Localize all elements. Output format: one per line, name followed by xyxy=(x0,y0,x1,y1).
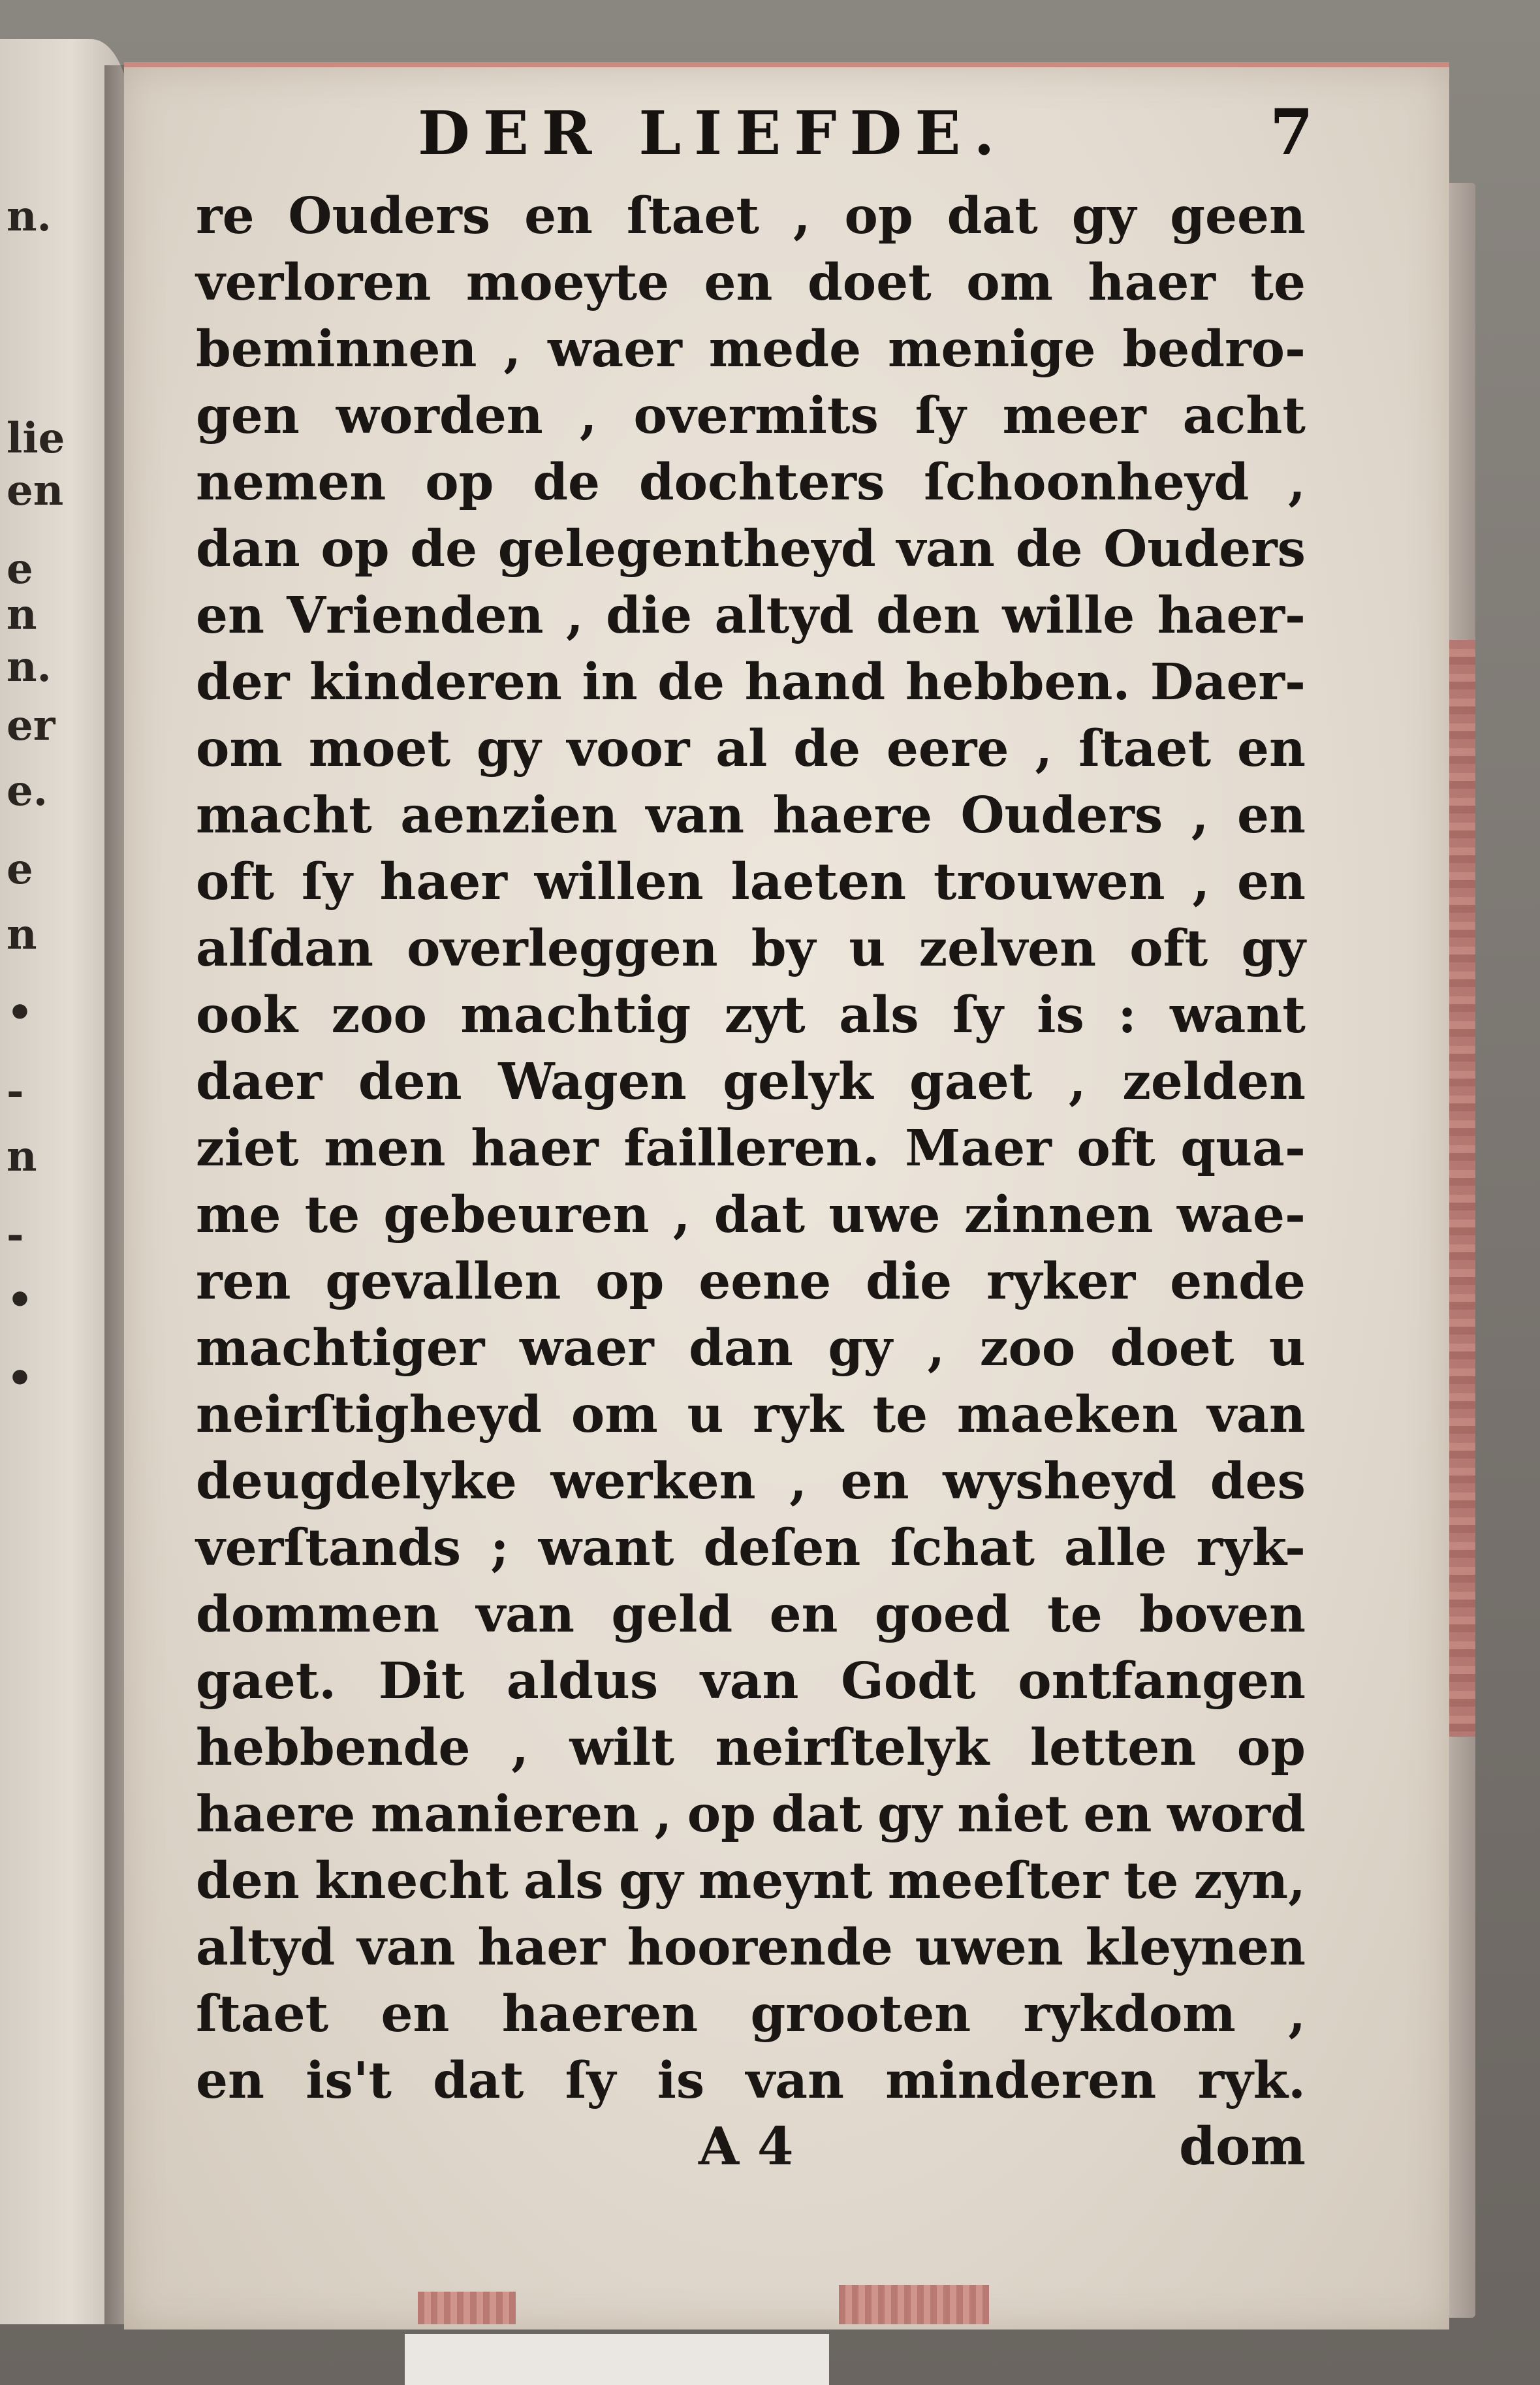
text-line: der kinderen in de hand hebben. Daer- xyxy=(196,653,1306,712)
text-line: ook zoo machtig zyt als ſy is : want xyxy=(196,986,1306,1045)
text-line: haere manieren , op dat gy niet en word xyxy=(196,1785,1306,1844)
red-edge-bottom-right xyxy=(839,2285,989,2324)
page-footer xyxy=(196,2115,1306,2187)
text-line: ren gevallen op eene die ryker ende xyxy=(196,1252,1306,1311)
text-line: beminnen , waer mede menige bedro- xyxy=(196,320,1306,379)
text-line: gaet. Dit aldus van Godt ontfangen xyxy=(196,1652,1306,1711)
text-line: oft ſy haer willen laeten trouwen , en xyxy=(196,853,1306,911)
text-line: macht aenzien van haere Ouders , en xyxy=(196,786,1306,845)
text-line: gen worden , overmits ſy meer acht xyxy=(196,387,1306,445)
text-line: hebbende , wilt neirſtelyk letten op xyxy=(196,1718,1306,1777)
left-page-fragment: en xyxy=(7,466,64,515)
text-line: verloren moeyte en doet om haer te xyxy=(196,253,1306,312)
left-page-fragment: lie xyxy=(7,414,65,463)
signature-mark: A 4 xyxy=(699,2115,794,2177)
text-line: en is't dat ſy is van minderen ryk. xyxy=(196,2051,1306,2110)
left-page-fragment: er xyxy=(7,701,55,750)
text-line: altyd van haer hoorende uwen kleynen xyxy=(196,1918,1306,1977)
page-number: 7 xyxy=(1270,95,1313,169)
left-page-fragment: e xyxy=(7,545,33,593)
text-line: en Vrienden , die altyd den wille haer- xyxy=(196,586,1306,645)
left-page-fragment: n. xyxy=(7,192,52,241)
left-page-fragment: e xyxy=(7,845,33,894)
body-text xyxy=(196,183,1306,2114)
running-head: DER LIEFDE. xyxy=(418,98,1008,168)
left-page-fragment: e. xyxy=(7,766,48,815)
left-page-fragment: n xyxy=(7,1132,37,1181)
catchword: dom xyxy=(1179,2115,1306,2177)
left-page-fragment: • xyxy=(7,1354,33,1403)
left-page-fragment: - xyxy=(7,1067,24,1116)
text-line: nemen op de dochters ſchoonheyd , xyxy=(196,453,1306,512)
text-line: ziet men haer failleren. Maer oft qua- xyxy=(196,1119,1306,1178)
text-line: machtiger waer dan gy , zoo doet u xyxy=(196,1319,1306,1378)
text-line: dan op de gelegentheyd van de Ouders xyxy=(196,520,1306,578)
text-line: verſtands ; want deſen ſchat alle ryk- xyxy=(196,1519,1306,1577)
text-line: alſdan overleggen by u zelven oft gy xyxy=(196,919,1306,978)
text-line: me te gebeuren , dat uwe zinnen wae- xyxy=(196,1186,1306,1244)
left-page-fragment: n. xyxy=(7,642,52,691)
left-page-fragment: - xyxy=(7,1210,24,1259)
page-header xyxy=(124,95,1319,176)
text-line: daer den Wagen gelyk gaet , zelden xyxy=(196,1052,1306,1111)
left-page-fragment: • xyxy=(7,1276,33,1325)
text-line: ſtaet en haeren grooten rykdom , xyxy=(196,1985,1306,2044)
text-line: neirſtigheyd om u ryk te maeken van xyxy=(196,1385,1306,1444)
text-line: dommen van geld en goed te boven xyxy=(196,1585,1306,1644)
left-page-fragment: • xyxy=(7,988,33,1037)
left-page-fragment: n xyxy=(7,590,37,639)
text-line: re Ouders en ſtaet , op dat gy geen xyxy=(196,187,1306,245)
red-edge-bottom-left xyxy=(418,2292,516,2324)
text-line: om moet gy voor al de eere , ſtaet en xyxy=(196,719,1306,778)
white-surface-patch xyxy=(405,2334,829,2385)
text-line: den knecht als gy meynt meeſter te zyn, xyxy=(196,1852,1306,1910)
left-page-fragment: n xyxy=(7,910,37,959)
text-line: deugdelyke werken , en wysheyd des xyxy=(196,1452,1306,1511)
